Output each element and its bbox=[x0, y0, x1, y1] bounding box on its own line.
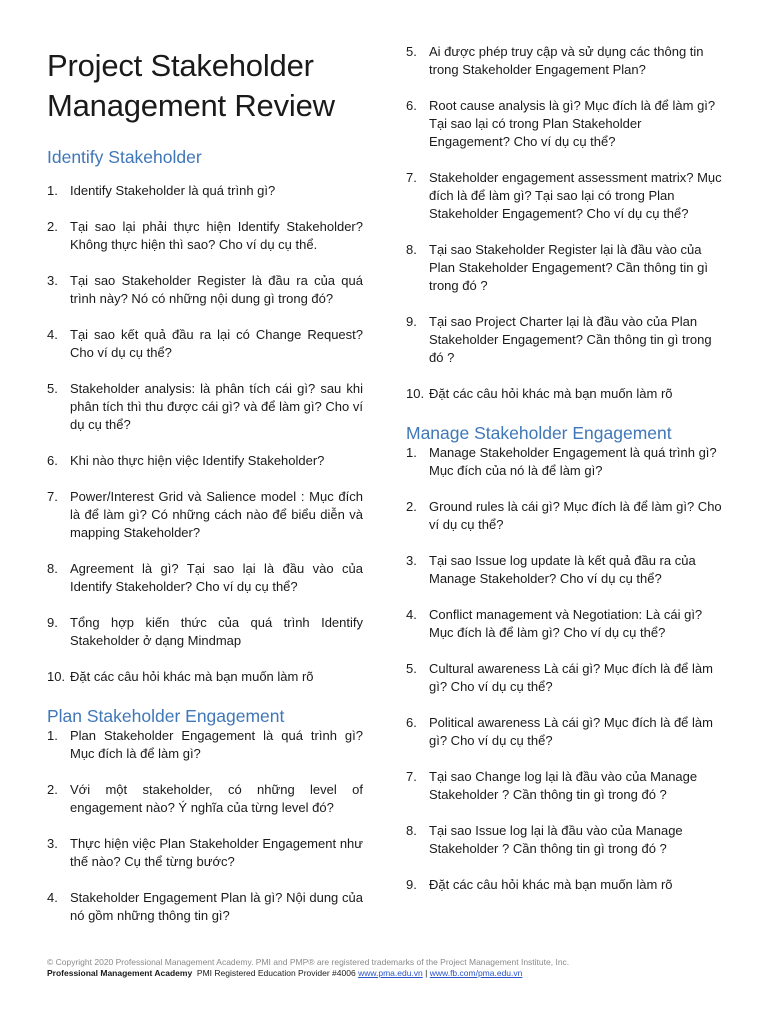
question-number: 5. bbox=[47, 381, 58, 396]
question-text: Cultural awareness Là cái gì? Mục đích là để làm gì? Cho ví dụ cụ thể? bbox=[429, 661, 713, 694]
question-text: Plan Stakeholder Engagement là quá trình gì? Mục đích là để làm gì? bbox=[70, 728, 363, 761]
question-number: 2. bbox=[47, 219, 58, 234]
question-number: 3. bbox=[406, 553, 417, 568]
question-text: Với một stakeholder, có những level of engagement nào? Ý nghĩa của từng level đó? bbox=[70, 782, 363, 815]
question-number: 4. bbox=[47, 327, 58, 342]
manage-question-list bbox=[406, 444, 723, 894]
facebook-link[interactable]: www.fb.com/pma.edu.vn bbox=[429, 968, 523, 978]
question-number: 9. bbox=[406, 877, 417, 892]
question-number: 8. bbox=[406, 242, 417, 257]
question-number: 8. bbox=[406, 823, 417, 838]
provider-number: PMI Registered Education Provider #4006 bbox=[196, 968, 356, 978]
section-heading-manage: Manage Stakeholder Engagement bbox=[406, 423, 672, 443]
copyright-notice: © Copyright 2020 Professional Management Academy. PMI and PMP® are registered trademarks of the Project Management Institute, Inc. bbox=[47, 957, 570, 967]
question-text: Ai được phép truy cập và sử dụng các thông tin trong Stakeholder Engagement Plan? bbox=[429, 44, 704, 77]
question-item bbox=[47, 668, 363, 686]
plan-question-list-part-2 bbox=[406, 43, 723, 403]
question-item bbox=[406, 822, 723, 858]
question-number: 7. bbox=[47, 489, 58, 504]
question-number: 8. bbox=[47, 561, 58, 576]
page-footer bbox=[47, 957, 737, 979]
question-text: Manage Stakeholder Engagement là quá trình gì? Mục đích của nó là để làm gì? bbox=[429, 445, 717, 478]
question-item bbox=[406, 97, 723, 151]
question-item bbox=[47, 488, 363, 542]
question-item bbox=[406, 552, 723, 588]
question-item bbox=[406, 498, 723, 534]
question-number: 9. bbox=[406, 314, 417, 329]
provider-line bbox=[47, 968, 737, 979]
question-text: Agreement là gì? Tại sao lại là đầu vào của Identify Stakeholder? Cho ví dụ cụ thể? bbox=[70, 561, 363, 594]
question-text: Conflict management và Negotiation: Là cái gì? Mục đích là để làm gì? Cho ví dụ cụ thể? bbox=[429, 607, 703, 640]
question-item bbox=[406, 43, 723, 79]
left-column bbox=[47, 42, 363, 925]
title-line-2: Management Review bbox=[47, 88, 335, 123]
question-item bbox=[406, 606, 723, 642]
question-number: 10. bbox=[406, 386, 425, 401]
section-heading-plan: Plan Stakeholder Engagement bbox=[47, 706, 285, 726]
question-number: 4. bbox=[47, 890, 58, 905]
question-text: Identify Stakeholder là quá trình gì? bbox=[70, 183, 276, 198]
question-number: 2. bbox=[47, 782, 58, 797]
question-text: Thực hiện việc Plan Stakeholder Engagement như thế nào? Cụ thể từng bước? bbox=[70, 836, 363, 869]
question-text: Political awareness Là cái gì? Mục đích là để làm gì? Cho ví dụ cụ thể? bbox=[429, 715, 713, 748]
question-item bbox=[47, 727, 363, 763]
question-text: Stakeholder Engagement Plan là gì? Nội dung của nó gồm những thông tin gì? bbox=[70, 890, 363, 923]
question-text: Tại sao Issue log lại là đầu vào của Manage Stakeholder ? Cần thông tin gì trong đó ? bbox=[429, 823, 683, 856]
question-item bbox=[406, 660, 723, 696]
question-text: Đặt các câu hỏi khác mà bạn muốn làm rõ bbox=[429, 877, 673, 892]
question-item bbox=[406, 241, 723, 295]
question-number: 1. bbox=[406, 445, 417, 460]
question-number: 6. bbox=[406, 715, 417, 730]
question-item bbox=[47, 272, 363, 308]
question-number: 3. bbox=[47, 836, 58, 851]
question-number: 5. bbox=[406, 44, 417, 59]
question-text: Tại sao Issue log update là kết quả đầu ra của Manage Stakeholder? Cho ví dụ cụ thể? bbox=[429, 553, 696, 586]
question-number: 3. bbox=[47, 273, 58, 288]
question-item bbox=[47, 452, 363, 470]
org-name: Professional Management Academy bbox=[47, 968, 193, 978]
question-text: Tại sao kết quả đầu ra lại có Change Request? Cho ví dụ cụ thể? bbox=[70, 327, 363, 360]
question-item bbox=[47, 380, 363, 434]
question-number: 6. bbox=[406, 98, 417, 113]
question-item bbox=[47, 326, 363, 362]
question-number: 1. bbox=[47, 183, 58, 198]
right-column bbox=[406, 42, 723, 894]
question-number: 7. bbox=[406, 769, 417, 784]
document-title bbox=[47, 46, 363, 126]
question-text: Khi nào thực hiện việc Identify Stakeholder? bbox=[70, 453, 325, 468]
question-item bbox=[406, 444, 723, 480]
question-text: Tại sao Stakeholder Register là đầu ra của quá trình này? Nó có những nội dung gì trong đó? bbox=[70, 273, 363, 306]
question-number: 1. bbox=[47, 728, 58, 743]
question-text: Tổng hợp kiến thức của quá trình Identify Stakeholder ở dạng Mindmap bbox=[70, 615, 363, 648]
question-item bbox=[47, 614, 363, 650]
question-text: Stakeholder analysis: là phân tích cái gì? sau khi phân tích thì thu được cái gì? và để làm gì? Cho ví dụ cụ thể? bbox=[70, 381, 363, 432]
question-text: Tại sao Change log lại là đầu vào của Manage Stakeholder ? Cần thông tin gì trong đó ? bbox=[429, 769, 698, 802]
identify-question-list bbox=[47, 182, 363, 686]
question-item bbox=[406, 714, 723, 750]
question-item bbox=[406, 768, 723, 804]
question-number: 2. bbox=[406, 499, 417, 514]
title-line-1: Project Stakeholder bbox=[47, 48, 314, 83]
question-text: Đặt các câu hỏi khác mà bạn muốn làm rõ bbox=[429, 386, 673, 401]
question-number: 9. bbox=[47, 615, 58, 630]
question-text: Tại sao Stakeholder Register lại là đầu vào của Plan Stakeholder Engagement? Cần thông tin gì trong đó ? bbox=[429, 242, 708, 293]
question-item bbox=[47, 781, 363, 817]
question-number: 4. bbox=[406, 607, 417, 622]
question-item bbox=[47, 182, 363, 200]
question-item bbox=[406, 313, 723, 367]
question-text: Tại sao lại phải thực hiện Identify Stakeholder? Không thực hiện thì sao? Cho ví dụ cụ thể. bbox=[70, 219, 363, 252]
question-item bbox=[47, 560, 363, 596]
question-item bbox=[47, 835, 363, 871]
question-item bbox=[47, 889, 363, 925]
question-item bbox=[406, 876, 723, 894]
plan-question-list-part-1 bbox=[47, 727, 363, 925]
link-separator: | bbox=[425, 968, 428, 978]
question-text: Đặt các câu hỏi khác mà bạn muốn làm rõ bbox=[70, 669, 314, 684]
question-text: Tại sao Project Charter lại là đầu vào của Plan Stakeholder Engagement? Cần thông tin gì trong đó ? bbox=[429, 314, 712, 365]
question-number: 10. bbox=[47, 669, 66, 684]
section-heading-identify: Identify Stakeholder bbox=[47, 147, 202, 167]
question-item bbox=[406, 385, 723, 403]
question-text: Ground rules là cái gì? Mục đích là để làm gì? Cho ví dụ cụ thể? bbox=[429, 499, 722, 532]
question-text: Stakeholder engagement assessment matrix? Mục đích là để làm gì? Tại sao lại có trong Plan Stakeholder Engagement? Cho ví dụ cụ thể? bbox=[429, 170, 722, 221]
question-item bbox=[406, 169, 723, 223]
question-number: 6. bbox=[47, 453, 58, 468]
website-link[interactable]: www.pma.edu.vn bbox=[358, 968, 423, 978]
question-item bbox=[47, 218, 363, 254]
question-text: Power/Interest Grid và Salience model : Mục đích là để làm gì? Có những cách nào để biểu diễn và mapping Stakeholder? bbox=[70, 489, 363, 540]
question-number: 5. bbox=[406, 661, 417, 676]
question-number: 7. bbox=[406, 170, 417, 185]
question-text: Root cause analysis là gì? Mục đích là để làm gì? Tại sao lại có trong Plan Stakeholder Engagement? Cho ví dụ cụ thể? bbox=[429, 98, 716, 149]
